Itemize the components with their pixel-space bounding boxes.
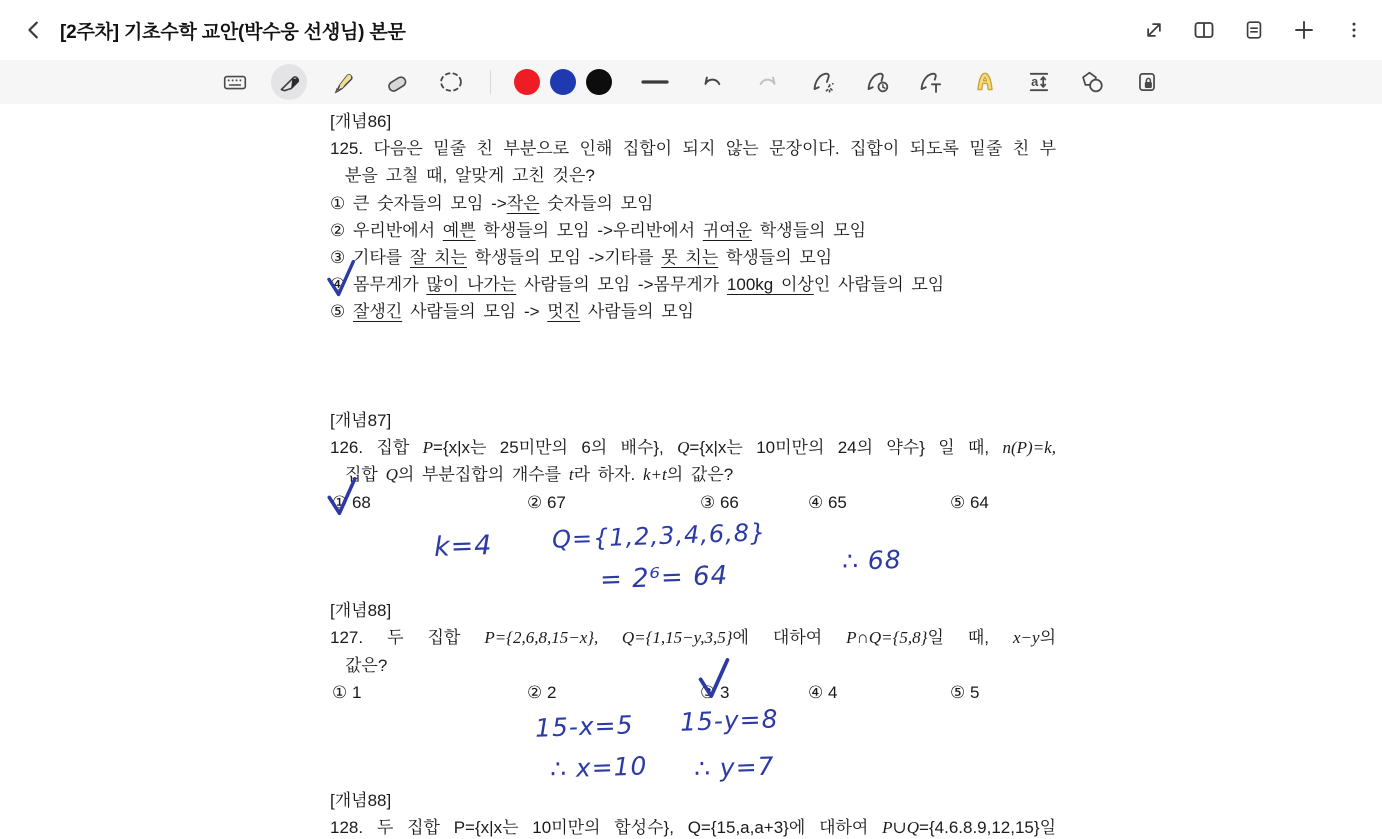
answer-option: ② 67 <box>527 493 566 512</box>
doc-text-line <box>345 162 1055 189</box>
pen-clock-icon <box>864 68 892 96</box>
answer-option: ⑤ 5 <box>950 683 980 702</box>
doc-text-line <box>345 461 1055 488</box>
plain-text: ③ 기타를 <box>330 248 410 267</box>
doc-text-line <box>330 298 1056 325</box>
plain-text: [개념87] <box>330 411 392 430</box>
plain-text: 사람들의 모임 <box>580 302 695 321</box>
highlighted-letter-icon <box>972 69 998 95</box>
answer-option: ② 2 <box>527 683 557 702</box>
math-text: Q <box>385 465 398 484</box>
eraser-icon <box>384 69 410 95</box>
plain-text: 집합 <box>345 465 386 484</box>
handwritten-note: ∴ 68 <box>841 544 903 577</box>
plain-text: 사람들의 모임 -> <box>402 302 548 321</box>
answer-option: ⑤ 64 <box>950 493 989 512</box>
plain-text: 라 하자. <box>573 465 643 484</box>
handwritten-note: ∴ x=10 <box>549 751 648 784</box>
handwritten-note: k=4 <box>433 529 493 564</box>
math-text: P={2,6,8,15−x}, Q={1,15−y,3,5} <box>484 628 733 647</box>
lasso-select-icon <box>437 68 465 96</box>
doc-text-line <box>330 217 1056 244</box>
pen-to-text-button[interactable] <box>913 64 949 100</box>
shape-recognition-button[interactable] <box>1075 64 1111 100</box>
math-text: t <box>568 465 574 484</box>
book-view-button[interactable] <box>1190 16 1218 44</box>
undo-button[interactable] <box>694 64 730 100</box>
page-lock-button[interactable] <box>1129 64 1165 100</box>
pen-text-icon <box>917 68 945 96</box>
underlined-text: 못 치는 <box>661 248 719 267</box>
lasso-select-tool-button[interactable] <box>433 64 469 100</box>
doc-text-line <box>330 787 1056 814</box>
line-stroke-icon <box>638 69 672 95</box>
underlined-text: 작은 <box>506 194 540 213</box>
plain-text: 사람들의 모임 ->몸무게가 <box>516 275 727 294</box>
math-text: n(P)=k, <box>1002 438 1056 457</box>
topbar-actions <box>1140 0 1368 60</box>
plain-text: 학생들의 모임 ->우리반에서 <box>475 221 703 240</box>
answer-option: ③ 3 <box>700 683 730 702</box>
red-color-swatch <box>514 69 540 95</box>
doc-text-line <box>330 244 1056 271</box>
doc-text-line <box>330 434 1056 461</box>
answer-option: ① 1 <box>332 683 362 702</box>
highlight-text-button[interactable] <box>967 64 1003 100</box>
doc-text-line <box>330 108 1056 135</box>
page-lock-icon <box>1134 69 1160 95</box>
pen-icon <box>276 69 302 95</box>
pen-replay-button[interactable] <box>860 64 896 100</box>
math-text: k+t <box>643 465 667 484</box>
doc-text-line <box>330 407 1056 434</box>
toolbar-divider <box>490 70 491 94</box>
math-text: P∪Q <box>882 818 920 837</box>
plain-text: 의 <box>1039 628 1056 647</box>
plain-text: ① 큰 숫자들의 모임 -> <box>330 194 507 213</box>
plain-text: 127. 두 집합 <box>330 628 485 647</box>
plain-text: 의 값은? <box>666 465 734 484</box>
eraser-tool-button[interactable] <box>379 64 415 100</box>
pen-toolbar <box>0 60 1382 105</box>
math-text: P∩Q={5,8} <box>846 628 928 647</box>
book-view-icon <box>1192 18 1216 42</box>
add-page-icon <box>1292 18 1316 42</box>
plain-text: 값은? <box>345 656 388 675</box>
plain-text: 학생들의 모임 <box>752 221 867 240</box>
plain-text: 인 사람들의 모임 <box>813 275 945 294</box>
add-page-button[interactable] <box>1290 16 1318 44</box>
top-app-bar <box>0 0 1382 60</box>
pen-sparkle-icon <box>810 68 838 96</box>
underlined-text: 귀여운 <box>702 221 753 240</box>
text-spacing-icon <box>1025 68 1053 96</box>
doc-text-line <box>330 624 1056 651</box>
handwritten-note: 15-x=5 <box>534 710 634 743</box>
plain-text: 분을 고칠 때, 알맞게 고친 것은? <box>345 166 595 185</box>
underlined-text: 많이 나가는 <box>426 275 517 294</box>
plain-text: ② 우리반에서 <box>330 221 443 240</box>
black-color-swatch <box>586 69 612 95</box>
page-list-button[interactable] <box>1240 16 1268 44</box>
handwritten-check-icon <box>695 658 735 700</box>
highlighter-icon <box>330 69 356 95</box>
highlighter-tool-button[interactable] <box>325 64 361 100</box>
doc-text-line <box>330 814 1056 839</box>
pen-beautify-button[interactable] <box>806 64 842 100</box>
color-red-button[interactable] <box>509 64 545 100</box>
plain-text: 일 때, <box>927 628 1013 647</box>
keyboard-tool-button[interactable] <box>217 64 253 100</box>
shapes-icon <box>1079 68 1107 96</box>
plain-text: 숫자들의 모임 <box>539 194 654 213</box>
answer-option: ④ 65 <box>808 493 847 512</box>
plain-text: ={x|x는 25미만의 6의 배수}, <box>433 438 678 457</box>
more-menu-icon <box>1344 20 1364 40</box>
plain-text: ④ 몸무게가 <box>330 275 427 294</box>
expand-button[interactable] <box>1140 16 1168 44</box>
undo-icon <box>699 69 725 95</box>
underlined-text: 멋진 <box>547 302 581 321</box>
plain-text: ={4.6.8.9,12,15}일 <box>919 818 1056 837</box>
plain-text: 126. 집합 <box>330 438 423 457</box>
plain-text: [개념86] <box>330 112 392 131</box>
handwritten-check-icon <box>326 259 358 299</box>
doc-text-line <box>330 597 1056 624</box>
underlined-text: 100kg 이상 <box>726 275 814 294</box>
doc-text-line <box>330 135 1056 162</box>
plain-text: [개념88] <box>330 601 392 620</box>
underlined-text: 잘 치는 <box>409 248 467 267</box>
math-text: x−y <box>1013 628 1040 647</box>
note-title: [2주차] 기초수학 교안(박수웅 선생님) 본문 <box>60 21 406 43</box>
answer-option: ③ 66 <box>700 493 739 512</box>
svg-text:a: a <box>1031 74 1039 90</box>
back-button[interactable] <box>12 8 56 52</box>
underlined-text: 예쁜 <box>442 221 476 240</box>
handwritten-note: Q={1,2,3,4,6,8} <box>551 518 767 554</box>
plain-text: 의 부분집합의 개수를 <box>397 465 569 484</box>
plain-text: 128. 두 집합 P={x|x는 10미만의 합성수}, Q={15,a,a+3}에 대하여 <box>330 818 883 837</box>
math-text: Q <box>677 438 690 457</box>
chevron-left-icon <box>23 19 45 41</box>
plain-text: ={x|x는 10미만의 24의 약수} 일 때, <box>689 438 1003 457</box>
plain-text: ⑤ <box>330 302 353 321</box>
pen-tool-button[interactable] <box>271 64 307 100</box>
text-spacing-button[interactable] <box>1021 64 1057 100</box>
handwritten-note: 15-y=8 <box>679 704 779 737</box>
color-black-button[interactable] <box>581 64 617 100</box>
math-text: P <box>422 438 434 457</box>
underlined-text: 잘생긴 <box>352 302 403 321</box>
handwritten-note: = 2⁶= 64 <box>599 560 729 596</box>
plain-text: 125. 다음은 밑줄 친 부분으로 인해 집합이 되지 않는 문장이다. 집합이 되도록 밑줄 친 부 <box>330 139 1056 158</box>
redo-button[interactable] <box>750 64 786 100</box>
redo-icon <box>755 69 781 95</box>
note-canvas[interactable] <box>0 104 1382 839</box>
keyboard-icon <box>222 69 248 95</box>
plain-text: [개념88] <box>330 791 392 810</box>
answer-option: ④ 4 <box>808 683 838 702</box>
handwritten-check-icon <box>325 477 361 517</box>
expand-icon <box>1143 19 1165 41</box>
blue-color-swatch <box>550 69 576 95</box>
more-menu-button[interactable] <box>1340 16 1368 44</box>
plain-text: 에 대하여 <box>732 628 847 647</box>
document-list-icon <box>1243 19 1265 41</box>
handwritten-note: ∴ y=7 <box>693 751 775 784</box>
stroke-style-button[interactable] <box>637 64 673 100</box>
doc-text-line <box>330 190 1056 217</box>
plain-text: 학생들의 모임 ->기타를 <box>466 248 662 267</box>
color-blue-button[interactable] <box>545 64 581 100</box>
plain-text: 학생들의 모임 <box>718 248 833 267</box>
answer-option: ① 68 <box>332 493 371 512</box>
doc-text-line <box>330 271 1056 298</box>
